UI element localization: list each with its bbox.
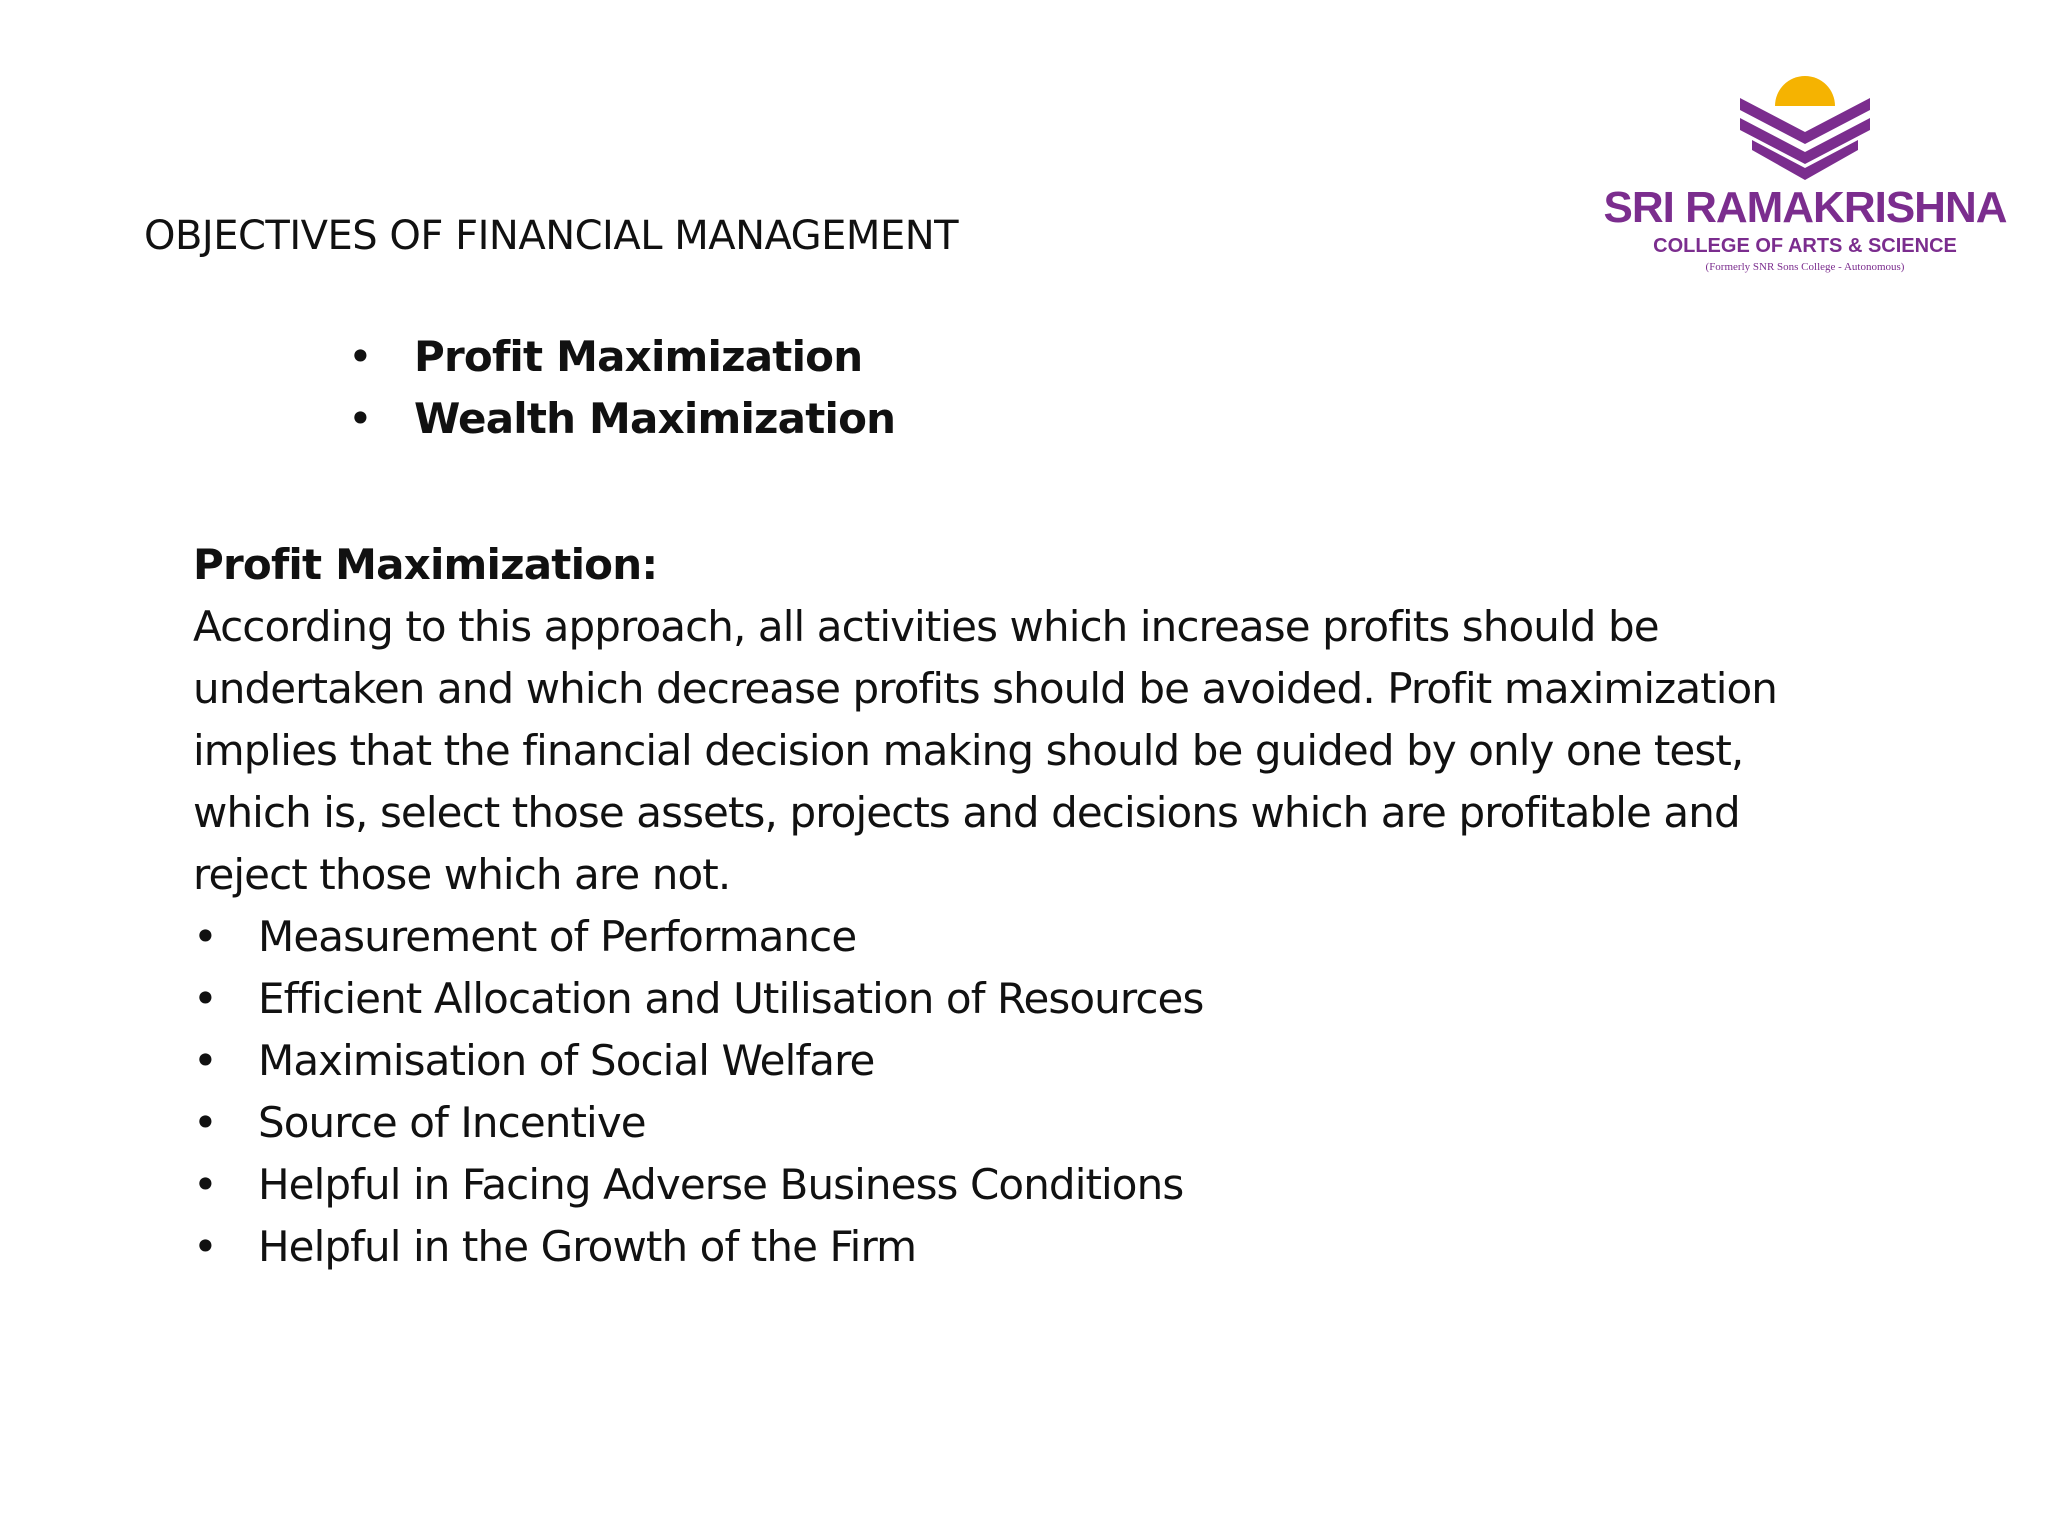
points-list — [193, 906, 1893, 1278]
logo-college-subtitle: COLLEGE OF ARTS & SCIENCE — [1653, 235, 1957, 257]
paragraph-line: which is, select those assets, projects and decisions which are profitable and — [193, 788, 1740, 837]
point-item: • Maximisation of Social Welfare — [193, 1030, 1893, 1092]
paragraph-line: implies that the financial decision making should be guided by only one test, — [193, 726, 1744, 775]
section-heading: Profit Maximization: — [193, 540, 658, 589]
point-item: • Helpful in the Growth of the Firm — [193, 1216, 1893, 1278]
logo-college-note: (Formerly SNR Sons College - Autonomous) — [1705, 261, 1905, 273]
paragraph-line: undertaken and which decrease profits should be avoided. Profit maximization — [193, 664, 1778, 713]
logo-college-name: SRI RAMAKRISHNA — [1603, 183, 2007, 232]
objective-item: • Wealth Maximization — [348, 388, 895, 450]
book-sun-icon — [1730, 70, 1880, 185]
point-item: • Measurement of Performance — [193, 906, 1893, 968]
section-paragraph — [193, 596, 1893, 906]
slide-title: OBJECTIVES OF FINANCIAL MANAGEMENT — [144, 213, 959, 259]
paragraph-line: According to this approach, all activities which increase profits should be — [193, 602, 1659, 651]
college-logo — [1600, 70, 2010, 280]
point-item: • Efficient Allocation and Utilisation of Resources — [193, 968, 1893, 1030]
section-content — [193, 534, 1893, 1278]
objectives-list — [348, 326, 895, 450]
point-item: • Helpful in Facing Adverse Business Conditions — [193, 1154, 1893, 1216]
paragraph-line: reject those which are not. — [193, 850, 731, 899]
objective-item: • Profit Maximization — [348, 326, 895, 388]
point-item: • Source of Incentive — [193, 1092, 1893, 1154]
